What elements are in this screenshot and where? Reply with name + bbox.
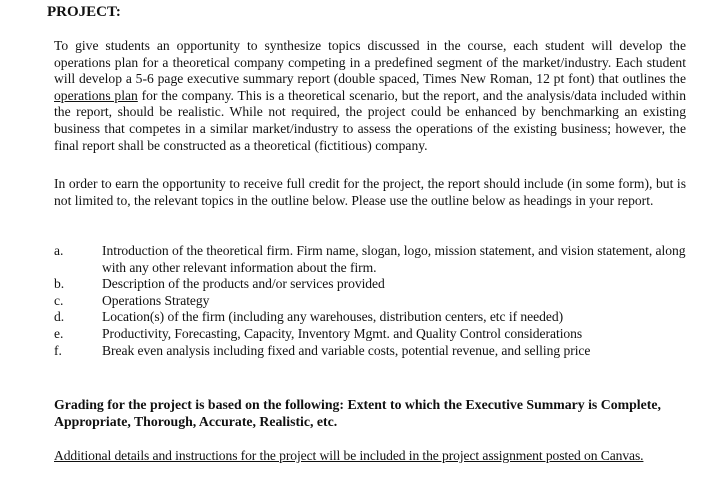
intro-paragraph xyxy=(54,38,686,154)
outline-item-e xyxy=(54,326,694,343)
outline-letter: f. xyxy=(54,342,62,358)
outline-item-f xyxy=(54,343,694,360)
outline-letter: c. xyxy=(54,292,64,308)
intro-text-part1: To give students an opportunity to synthesize topics discussed in the course, each student will develop the operations plan for a theoretical company competing in a predefined segment of the market/industry. Each student will develop a 5-6 page executive summary report (double spaced, Times New Roman, 12 pt font) that outlines the xyxy=(54,38,686,87)
additional-details-note: Additional details and instructions for the project will be included in the project assignment posted on Canvas. xyxy=(54,448,644,463)
outline-text: Location(s) of the firm (including any warehouses, distribution centers, etc if needed) xyxy=(102,309,564,325)
outline-letter: b. xyxy=(54,276,65,292)
outline-letter: a. xyxy=(54,243,64,258)
outline-item-d xyxy=(54,309,694,326)
outline-text: Operations Strategy xyxy=(102,292,210,308)
outline-item-a xyxy=(54,243,694,276)
operations-plan-underlined: operations plan xyxy=(54,87,138,103)
outline-text: Introduction of the theoretical firm. Firm name, slogan, logo, mission statement, and vision statement, along with any other relevant information about the firm. xyxy=(102,243,686,275)
document-heading: PROJECT: xyxy=(47,4,121,20)
outline-letter: e. xyxy=(54,325,64,341)
outline-text: Break even analysis including fixed and variable costs, potential revenue, and selling price xyxy=(102,342,591,358)
outline-item-c xyxy=(54,293,694,310)
outline-item-b xyxy=(54,276,694,293)
outline-text: Productivity, Forecasting, Capacity, Inventory Mgmt. and Quality Control considerations xyxy=(102,325,583,341)
outline-list xyxy=(54,243,694,359)
instructions-paragraph: In order to earn the opportunity to receive full credit for the project, the report should include (in some form), but is not limited to, the relevant topics in the outline below. Please use the outline below as headings in your report. xyxy=(54,176,686,208)
intro-text-part2: for the company. This is a theoretical scenario, but the report, and the analysis/data included within the report, should be realistic. While not required, the project could be enhanced by benchmarking an existing business that competes in a similar market/industry to assess the operations of the existing business; however, the final report shall be constructed as a theoretical (fictitious) company. xyxy=(54,87,686,153)
outline-letter: d. xyxy=(54,309,65,325)
outline-text: Description of the products and/or services provided xyxy=(102,276,385,292)
grading-statement: Grading for the project is based on the following: Extent to which the Executive Summary is Complete, Appropriate, Thorough, Accurate, Realistic, etc. xyxy=(54,397,661,429)
